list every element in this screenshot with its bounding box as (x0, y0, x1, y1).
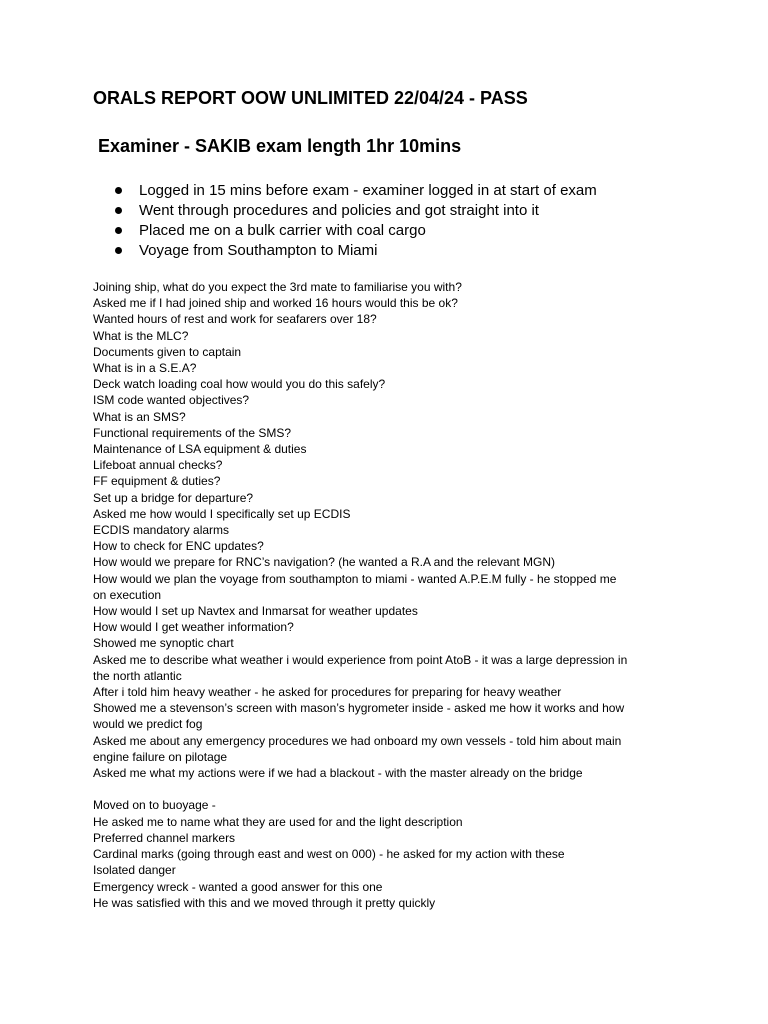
text-line: engine failure on pilotage (93, 749, 228, 764)
text-line: Lifeboat annual checks? (93, 458, 223, 473)
summary-bullet-list (93, 181, 597, 261)
text-line: He asked me to name what they are used for and the light description (93, 814, 463, 829)
text-line: How would I get weather information? (93, 620, 294, 635)
text-line: Joining ship, what do you expect the 3rd mate to familiarise you with? (93, 280, 462, 294)
text-line: ECDIS mandatory alarms (93, 523, 230, 538)
text-line: Isolated danger (93, 863, 176, 878)
text-line: He was satisfied with this and we moved through it pretty quickly (93, 895, 436, 910)
bullet-dot-icon (115, 247, 122, 254)
text-line: Showed me synoptic chart (93, 636, 234, 651)
text-line: Wanted hours of rest and work for seafarers over 18? (93, 312, 377, 327)
document-title: ORALS REPORT OOW UNLIMITED 22/04/24 - PASS (93, 88, 528, 108)
bullet-dot-icon (115, 207, 122, 214)
text-line: What is the MLC? (93, 328, 189, 343)
bullet-item (93, 181, 597, 201)
text-line: How would we prepare for RNC’s navigation? (he wanted a R.A and the relevant MGN) (93, 555, 556, 570)
text-line: ISM code wanted objectives? (93, 393, 250, 408)
text-line: Functional requirements of the SMS? (93, 425, 292, 440)
text-line: What is in a S.E.A? (93, 361, 197, 376)
document-subtitle: Examiner - SAKIB exam length 1hr 10mins (98, 136, 462, 156)
bullet-text: Voyage from Southampton to Miami (139, 242, 378, 259)
text-line: Deck watch loading coal how would you do this safely? (93, 377, 386, 392)
text-line: Set up a bridge for departure? (93, 490, 254, 505)
text-line: Asked me to describe what weather i would experience from point AtoB - it was a large depression in (93, 652, 628, 667)
text-line: How would I set up Navtex and Inmarsat for weather updates (93, 604, 418, 619)
text-line: Showed me a stevenson’s screen with mason’s hygrometer inside - asked me how it works and how (93, 701, 625, 716)
text-line: What is an SMS? (93, 409, 186, 424)
text-line: Asked me how would I specifically set up ECDIS (93, 506, 351, 521)
text-line: on execution (93, 587, 162, 602)
report-body (93, 279, 683, 911)
text-line: Maintenance of LSA equipment & duties (93, 442, 307, 457)
bullet-text: Went through procedures and policies and got straight into it (139, 202, 539, 219)
text-line: the north atlantic (93, 668, 182, 683)
bullet-text: Placed me on a bulk carrier with coal cargo (139, 222, 426, 239)
text-line: would we predict fog (93, 717, 203, 732)
text-line: How to check for ENC updates? (93, 539, 264, 554)
buoyage-section (93, 797, 683, 910)
bullet-item (93, 241, 597, 261)
paragraph-gap (93, 781, 683, 797)
questions-section (93, 279, 683, 781)
text-line: Emergency wreck - wanted a good answer for this one (93, 879, 383, 894)
text-line: Asked me what my actions were if we had a blackout - with the master already on the bridge (93, 766, 583, 781)
text-line: After i told him heavy weather - he asked for procedures for preparing for heavy weather (93, 685, 562, 700)
text-line: Documents given to captain (93, 344, 242, 359)
bullet-dot-icon (115, 227, 122, 234)
text-line: Asked me if I had joined ship and worked 16 hours would this be ok? (93, 296, 458, 311)
text-line: Asked me about any emergency procedures we had onboard my own vessels - told him about main (93, 733, 622, 748)
bullet-item (93, 221, 597, 241)
bullet-item (93, 201, 597, 221)
text-line: Moved on to buoyage - (93, 798, 216, 813)
bullet-dot-icon (115, 187, 122, 194)
text-line: Cardinal marks (going through east and west on 000) - he asked for my action with these (93, 847, 565, 862)
text-line: FF equipment & duties? (93, 474, 221, 489)
bullet-text: Logged in 15 mins before exam - examiner logged in at start of exam (139, 182, 597, 199)
text-line: How would we plan the voyage from southampton to miami - wanted A.P.E.M fully - he stopped me (93, 571, 617, 586)
text-line: Preferred channel markers (93, 830, 236, 845)
